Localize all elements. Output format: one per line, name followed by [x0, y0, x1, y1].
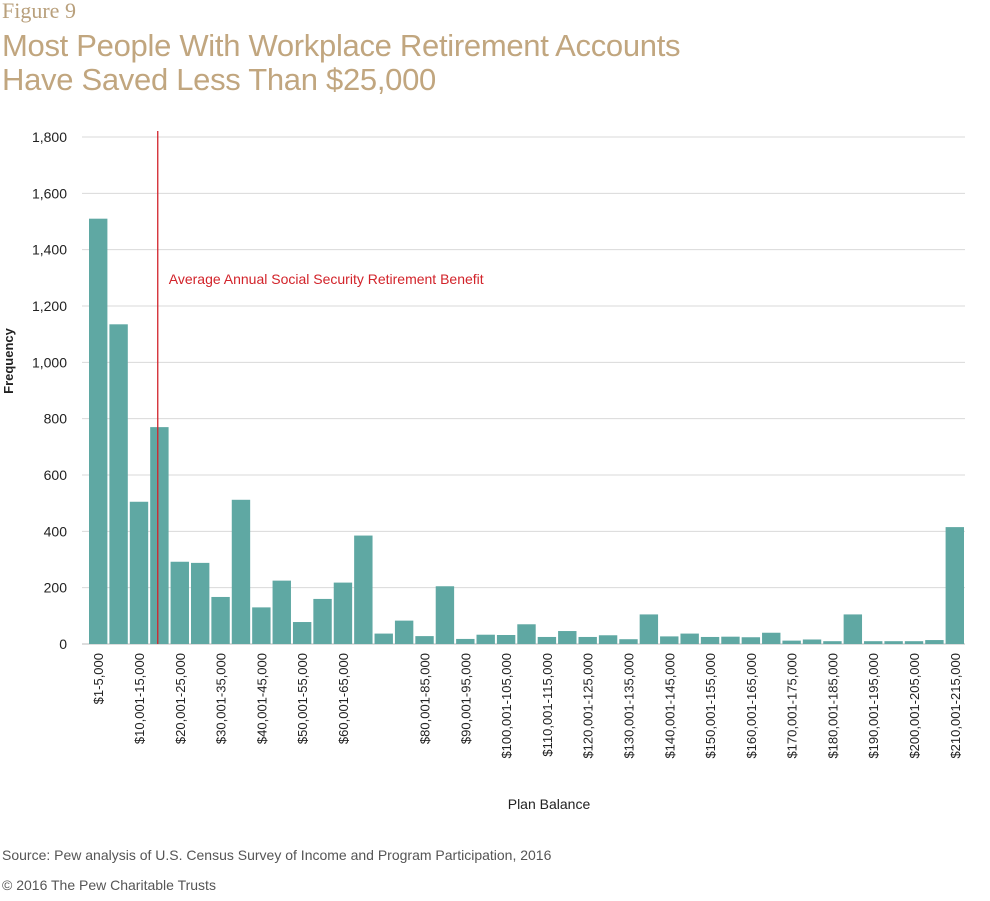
x-tick-label: $160,001-165,000 [743, 653, 759, 759]
x-tick-label: $90,001-95,000 [458, 653, 474, 745]
bar [946, 527, 964, 644]
bar [252, 607, 270, 644]
bar [456, 639, 474, 644]
x-tick-label: $60,001-65,000 [335, 653, 351, 745]
source-note: Source: Pew analysis of U.S. Census Survey of Income and Program Participation, 2016 [2, 847, 552, 863]
x-tick-label: $120,001-125,000 [580, 653, 596, 759]
bar [334, 583, 352, 644]
title-line-2: Have Saved Less Than $25,000 [2, 62, 436, 97]
bar [395, 621, 413, 644]
x-tick-labels [91, 653, 990, 759]
y-axis-label: Frequency [1, 328, 16, 394]
bar [415, 636, 433, 644]
bar [150, 427, 168, 644]
x-tick-label: $170,001-175,000 [784, 653, 800, 759]
bar [782, 641, 800, 644]
bar [232, 500, 250, 644]
bar [293, 622, 311, 644]
x-tick-label: $200,001-205,000 [907, 653, 923, 759]
bar [130, 502, 148, 644]
y-tick-label: 800 [43, 410, 67, 427]
reference-line-label: Average Annual Social Security Retirement Benefit [168, 271, 484, 287]
bar [436, 586, 454, 644]
x-tick-label: $190,001-195,000 [866, 653, 882, 759]
bar [578, 637, 596, 644]
x-tick-label: $10,001-15,000 [131, 653, 147, 745]
bar [211, 597, 229, 644]
x-tick-label: $180,001-185,000 [825, 653, 841, 759]
y-tick-label: 1,600 [31, 185, 67, 202]
bar [640, 614, 658, 644]
x-tick-label: $30,001-35,000 [213, 653, 229, 745]
bar [89, 219, 107, 644]
bar [109, 324, 127, 644]
bar [273, 581, 291, 644]
bar [477, 635, 495, 644]
bar [517, 624, 535, 644]
x-tick-label: $210,001-215,000 [947, 653, 963, 759]
bar [701, 637, 719, 644]
bar [844, 614, 862, 644]
bar [721, 637, 739, 644]
x-tick-label: $140,001-145,000 [662, 653, 678, 759]
bar [905, 641, 923, 644]
x-axis-label: Plan Balance [507, 796, 591, 812]
grid-lines [82, 137, 965, 644]
x-tick-label: $130,001-135,000 [621, 653, 637, 759]
bar [354, 536, 372, 644]
figure-label: Figure 9 [2, 0, 76, 23]
bar [762, 633, 780, 644]
bar [680, 634, 698, 644]
y-tick-label: 1,200 [31, 298, 67, 314]
bar [742, 637, 760, 644]
copyright-note: © 2016 The Pew Charitable Trusts [2, 877, 216, 893]
bar [538, 637, 556, 644]
x-tick-label: $80,001-85,000 [417, 653, 433, 745]
bar [660, 636, 678, 644]
y-tick-label: 600 [43, 467, 67, 483]
x-tick-label: $1-5,000 [91, 653, 107, 705]
title-line-1: Most People With Workplace Retirement Accounts [2, 28, 681, 63]
bar [823, 641, 841, 644]
x-tick-label: $110,001-115,000 [539, 653, 555, 757]
y-tick-label: 1,800 [31, 129, 67, 145]
y-tick-label: 1,400 [31, 241, 67, 258]
bar [803, 639, 821, 644]
bar [375, 634, 393, 644]
x-tick-label: $100,001-105,000 [499, 653, 515, 759]
bar [599, 635, 617, 644]
y-tick-label: 200 [43, 579, 67, 596]
bar [884, 641, 902, 644]
y-tick-label: 0 [59, 636, 67, 652]
y-tick-label: 1,000 [31, 354, 67, 371]
bar [558, 631, 576, 644]
x-tick-label: $40,001-45,000 [254, 653, 270, 745]
bar [313, 599, 331, 644]
x-tick-label: $20,001-25,000 [172, 653, 188, 745]
bar [171, 562, 189, 644]
x-tick-label: $50,001-55,000 [295, 653, 311, 745]
x-tick-label: $150,001-155,000 [703, 653, 719, 759]
bar [619, 639, 637, 644]
bar [497, 635, 515, 644]
bar [191, 563, 209, 644]
bar [925, 640, 943, 644]
y-tick-label: 400 [43, 523, 67, 540]
bar [864, 641, 882, 644]
y-tick-labels [32, 129, 67, 652]
